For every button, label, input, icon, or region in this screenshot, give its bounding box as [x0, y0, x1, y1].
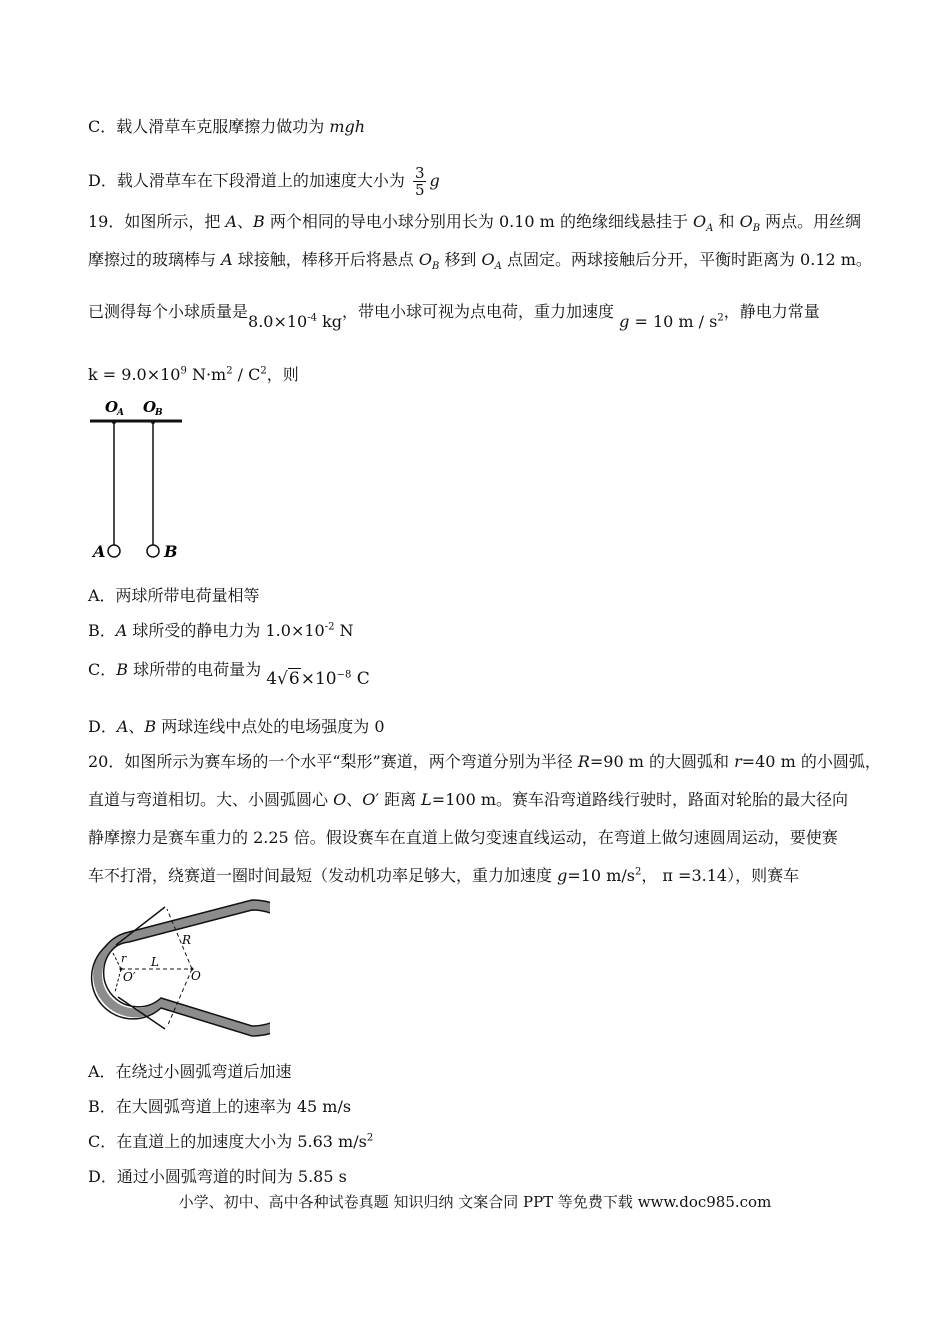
label-a: A — [93, 542, 106, 561]
coulomb-constant: $k = 9.0\times 10^9$ $N\cdot m^2 / C^2$ — [88, 365, 267, 384]
radius-r-big-2 — [167, 969, 192, 1027]
q20-option-c: C．在直道上的加速度大小为 5.63 $m/s^2$ — [88, 1132, 374, 1151]
label-ob-sub: B — [155, 408, 163, 418]
mass-value: $8.0\times 10^{-4}$ kg — [248, 312, 343, 331]
label-L: L — [151, 955, 159, 969]
q19-option-a: A．两球所带电荷量相等 — [88, 586, 260, 605]
ball-a — [108, 545, 120, 557]
q19-option-c: C．B 球所带的电荷量为 $4√6\times 10^{-8}$ C — [88, 660, 370, 689]
q18-option-d: D．载人滑草车在下段滑道上的加速度大小为 $\frac{3}{5}$ g — [88, 164, 440, 199]
q20-line-4: 车不打滑，绕赛道一圈时间最短（发动机功率足够大，重力加速度 g=10 $m/s^2$， π =3.14），则赛车 — [88, 866, 800, 885]
q20-option-b: B．在大圆弧弯道上的速率为 45 m/s — [88, 1097, 352, 1116]
label-R: R — [182, 933, 192, 947]
label-oa: O — [105, 398, 119, 416]
q20-line-1: 20．如图所示为赛车场的一个水平“梨形”赛道，两个弯道分别为半径 R=90 m 的大圆弧和 r=40 m 的小圆弧， — [88, 752, 881, 771]
q19-line-2: 摩擦过的玻璃棒与 A 球接触，棒移开后将悬点 $O_B$ 移到 $O_A$ 点固定。两球接触后分开，平衡时距离为 0.12 m。 — [88, 250, 872, 273]
charge-value: $4√6\times 10^{-8}$ C — [266, 669, 370, 689]
q19-line-4: $k = 9.0\times 10^9$ $N\cdot m^2 / C^2$，则 — [88, 365, 299, 384]
label-ob: O — [143, 398, 157, 416]
label-r: r — [121, 952, 127, 965]
q18-option-c: C．载人滑草车克服摩擦力做功为 mgh — [88, 117, 366, 136]
q19-option-b: B．A 球所受的静电力为 $1.0\times 10^{-2}$ N — [88, 621, 354, 640]
q20-option-d: D．通过小圆弧弯道的时间为 5.85 s — [88, 1167, 347, 1186]
label-O: O — [191, 969, 201, 983]
fraction: $\frac{3}{5}$ — [414, 164, 425, 199]
radius-r-small-2 — [115, 969, 121, 992]
label-O-prime: O′ — [123, 970, 136, 984]
footer-download-note: 小学、初中、高中各种试卷真题 知识归纳 文案合同 PPT 等免费下载 www.doc985.com — [178, 1193, 772, 1211]
track-band — [98, 905, 270, 1031]
q19-line-1: 19．如图所示，把 A、B 两个相同的导电小球分别用长为 0.10 m 的绝缘细线悬挂于 $O_A$ 和 $O_B$ 两点。用丝绸 — [88, 212, 862, 235]
q19-pendulum-figure — [85, 392, 195, 567]
q19-line-3: 已测得每个小球质量是$8.0\times 10^{-4}$ kg，带电小球可视为点电荷，重力加速度 g = 10 m / $s^2$，静电力常量 — [88, 302, 820, 331]
label-b: B — [164, 542, 178, 561]
q20-option-a: A．在绕过小圆弧弯道后加速 — [88, 1062, 292, 1081]
q20-line-2: 直道与弯道相切。大、小圆弧圆心 O、O′ 距离 L=100 m。赛车沿弯道路线行驶时，路面对轮胎的最大径向 — [88, 790, 849, 809]
ball-b — [147, 545, 159, 557]
q19-option-d: D．A、B 两球连线中点处的电场强度为 0 — [88, 717, 385, 736]
gravity-value: g = 10 m / $s^2$ — [619, 312, 724, 331]
label-oa-sub: A — [117, 408, 124, 418]
q20-line-3: 静摩擦力是赛车重力的 2.25 倍。假设赛车在直道上做匀变速直线运动，在弯道上做匀速圆周运动，要使赛 — [88, 828, 838, 847]
q20-track-figure — [85, 898, 270, 1038]
radius-r-small — [113, 953, 121, 969]
